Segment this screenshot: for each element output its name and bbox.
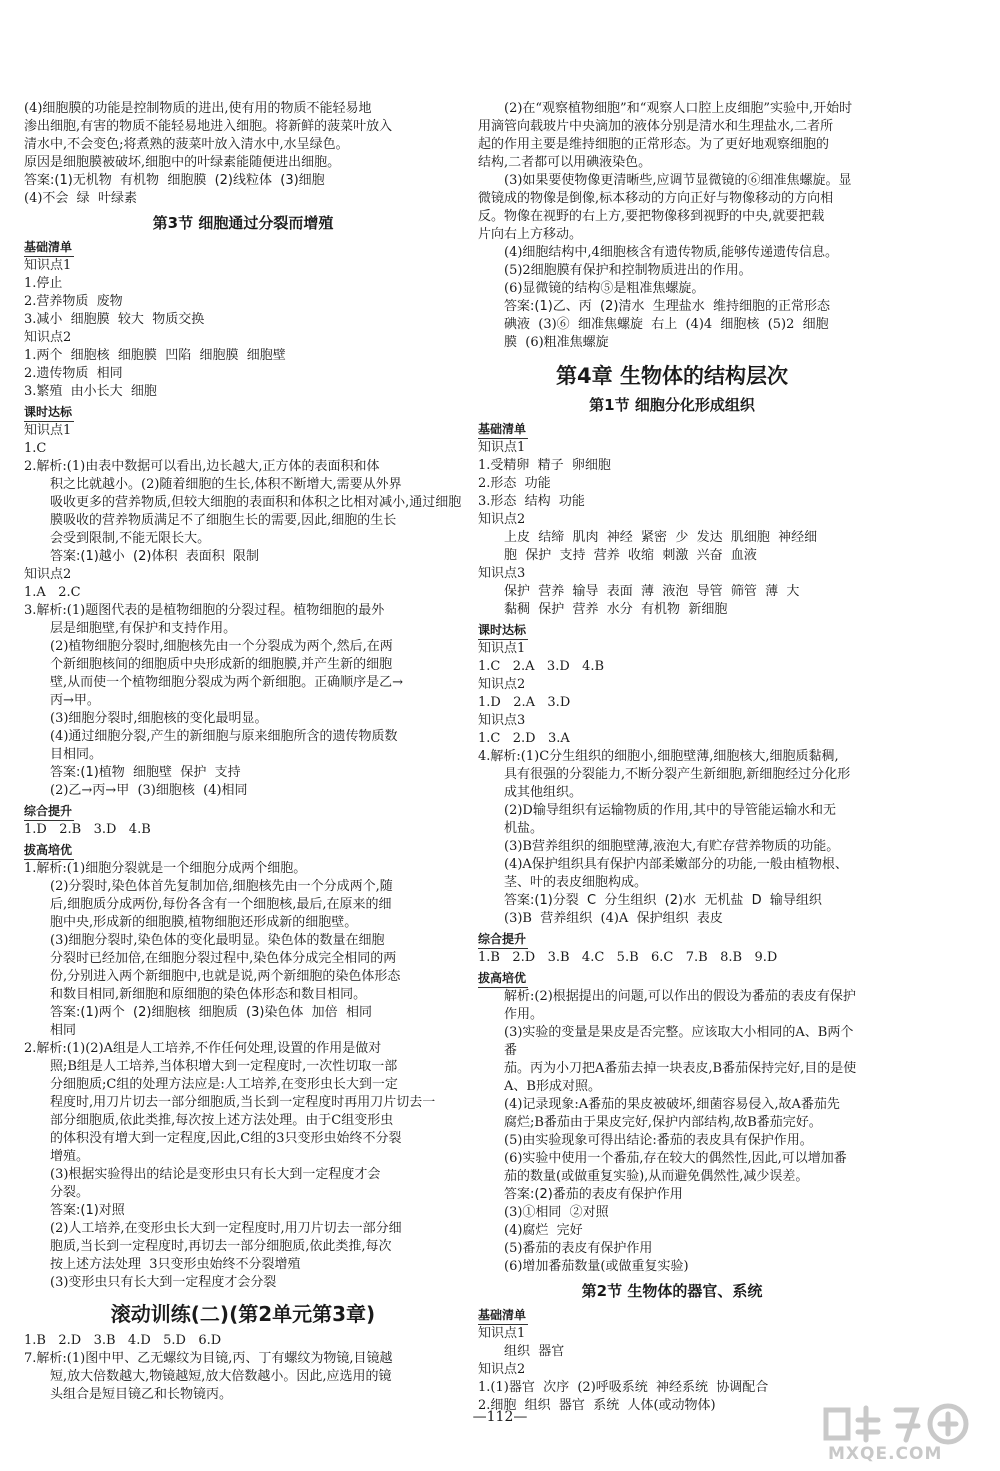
text-line: 1.D 2.B 3.D 4.B <box>24 822 151 837</box>
text-line: 1.C 2.A 3.D 4.B <box>478 659 605 674</box>
text-line: 保护 营养 输导 表面 薄 液泡 导管 筛管 薄 大 <box>504 584 800 599</box>
text-line: 上皮 结缔 肌肉 神经 紧密 少 发达 肌细胞 神经细 <box>504 530 818 545</box>
text-line: 茄的数量(或做重复实验),从而避免偶然性,减少误差。 <box>504 1169 809 1184</box>
text-line: 起的作用主要是维持细胞的正常形态。为了更好地观察细胞的 <box>478 137 830 152</box>
text-line: 1.(1)器官 次序 (2)呼吸系统 神经系统 协调配合 <box>478 1380 769 1395</box>
text-line: (2)乙→丙→甲 (3)细胞核 (4)相同 <box>50 783 248 798</box>
block-label-row <box>478 1304 866 1325</box>
block-label: 综合提升 <box>24 802 74 821</box>
block-label-row <box>478 418 866 439</box>
text-line: (2)D输导组织有运输物质的作用,其中的导管能运输水和无 <box>504 803 836 818</box>
block-label: 课时达标 <box>24 403 74 422</box>
text-line: 1.B 2.D 3.B 4.C 5.B 6.C 7.B 8.B 9.D <box>478 950 778 965</box>
text-line: 1.D 2.A 3.D <box>478 695 571 710</box>
text-line: 3.繁殖 由小长大 细胞 <box>24 384 157 399</box>
text-line: 3.形态 结构 功能 <box>478 494 585 509</box>
text-line: 积之比就越小。(2)随着细胞的生长,体积不断增大,需要从外界 <box>50 477 402 492</box>
text-line: 层是细胞壁,有保护和支持作用。 <box>50 621 237 636</box>
text-line: 1.A 2.C <box>24 585 81 600</box>
text-line: 成其他组织。 <box>504 785 583 800</box>
text-line: (3)细胞分裂时,细胞核的变化最明显。 <box>50 711 268 726</box>
text-line: (3)变形虫只有长大到一定程度才会分裂 <box>50 1275 277 1290</box>
text-line: 腐烂;B番茄由于果皮完好,保护内部结构,故B番茄完好。 <box>504 1115 822 1130</box>
block-label: 综合提升 <box>478 930 528 949</box>
text-line: 知识点1 <box>478 1326 526 1341</box>
text-line: 知识点2 <box>478 512 526 527</box>
text-line: 2.细胞 组织 器官 系统 人体(或动物体) <box>478 1398 716 1413</box>
text-line: (4)细胞膜的功能是控制物质的进出,使有用的物质不能轻易地 <box>24 101 372 116</box>
text-line: (6)显微镜的结构⑤是粗准焦螺旋。 <box>504 281 705 296</box>
text-line: 清水中,不会变色;将煮熟的菠菜叶放入清水中,水呈绿色。 <box>24 137 349 152</box>
text-line: (4)A保护组织具有保护内部柔嫩部分的功能,一般由植物根、 <box>504 857 848 872</box>
text-line: 1.两个 细胞核 细胞膜 凹陷 细胞膜 细胞壁 <box>24 348 286 363</box>
text-line: (4)通过细胞分裂,产生的新细胞与原来细胞所含的遗传物质数 <box>50 729 398 744</box>
block-label-row <box>478 928 866 949</box>
text-line: (5)番茄的表皮有保护作用 <box>504 1241 653 1256</box>
text-line: 分裂时已经加倍,在细胞分裂过程中,染色体分成完全相同的两 <box>50 951 397 966</box>
text-line: 短,放大倍数越大,物镜越短,放大倍数越小。因此,应选用的镜 <box>50 1369 392 1384</box>
answer-line: 答案:(1)两个 (2)细胞核 细胞质 (3)染色体 加倍 相同 <box>50 1005 372 1020</box>
text-line: 用滴管向载玻片中央滴加的液体分别是清水和生理盐水,二者所 <box>478 119 834 134</box>
text-line: 丙→甲。 <box>50 693 100 708</box>
text-line: 照;B组是人工培养,当体积增大到一定程度时,一次性切取一部 <box>50 1059 398 1074</box>
text-line: (4)不会 绿 叶绿素 <box>24 191 137 206</box>
text-line: 分细胞质;C组的处理方法应是:人工培养,在变形虫长大到一定 <box>50 1077 398 1092</box>
text-line: 片向右上方移动。 <box>478 227 583 242</box>
text-line: 结构,二者都可以用碘液染色。 <box>478 155 652 170</box>
answer-line: 答案:(1)分裂 C 分生组织 (2)水 无机盐 D 输导组织 <box>504 893 822 908</box>
text-line: (3)①相同 ②对照 <box>504 1205 609 1220</box>
chapter-title: 第4章 生物体的结构层次 <box>556 364 788 388</box>
answer-line: 答案:(1)植物 细胞壁 保护 支持 <box>50 765 241 780</box>
text-line: (2)在“观察植物细胞”和“观察人口腔上皮细胞”实验中,开始时 <box>504 101 853 116</box>
text-line: 渗出细胞,有害的物质不能轻易地进入细胞。将新鲜的菠菜叶放入 <box>24 119 393 134</box>
text-line: (4)细胞结构中,4细胞核含有遗传物质,能够传递遗传信息。 <box>504 245 838 260</box>
answer-line: 答案:(1)越小 (2)体积 表面积 限制 <box>50 549 260 564</box>
text-line: 黏稠 保护 营养 水分 有机物 新细胞 <box>504 602 728 617</box>
text-line: 按上述方法处理 3只变形虫始终不分裂增殖 <box>50 1257 301 1272</box>
section-title: 第3节 细胞通过分裂而增殖 <box>152 214 334 232</box>
text-line: 4.解析:(1)C分生组织的细胞小,细胞壁薄,细胞核大,细胞质黏稠, <box>478 749 839 764</box>
answer-line: 答案:(1)对照 <box>50 1203 125 1218</box>
text-line: 头组合是短目镜乙和长物镜丙。 <box>50 1387 233 1402</box>
text-line: (2)人工培养,在变形虫长大到一定程度时,用刀片切去一部分细 <box>50 1221 402 1236</box>
text-line: 个新细胞核间的细胞质中央形成新的细胞膜,并产生新的细胞 <box>50 657 393 672</box>
text-line: 2.遗传物质 相同 <box>24 366 123 381</box>
text-line: (6)实验中使用一个番茄,存在较大的偶然性,因此,可以增加番 <box>504 1151 847 1166</box>
block-label: 基础清单 <box>478 420 528 439</box>
text-line: 份,分别进入两个新细胞中,也就是说,两个新细胞的染色体形态 <box>50 969 401 984</box>
answer-line: 答案:(2)番茄的表皮有保护作用 <box>504 1187 683 1202</box>
text-line: 1.解析:(1)细胞分裂就是一个细胞分成两个细胞。 <box>24 861 307 876</box>
text-line: (3)如果要使物像更清晰些,应调节显微镜的⑥细准焦螺旋。显 <box>504 173 852 188</box>
text-line: 2.形态 功能 <box>478 476 551 491</box>
text-line: 分裂。 <box>50 1185 90 1200</box>
text-line: 部分细胞质,依此类推,每次按上述方法处理。由于C组变形虫 <box>50 1113 394 1128</box>
section-title: 第2节 生物体的器官、系统 <box>581 1282 763 1300</box>
block-label: 拔高培优 <box>478 969 528 988</box>
block-label: 基础清单 <box>478 1306 528 1325</box>
text-line: 微镜成的物像是倒像,标本移动的方向正好与物像移动的方向相 <box>478 191 834 206</box>
block-label-row <box>24 401 462 422</box>
block-label-row <box>24 236 462 257</box>
text-line: 知识点2 <box>24 567 72 582</box>
block-label-row <box>478 967 866 988</box>
text-line: (4)腐烂 完好 <box>504 1223 583 1238</box>
answer-line: 答案:(1)无机物 有机物 细胞膜 (2)线粒体 (3)细胞 <box>24 173 325 188</box>
block-label: 拔高培优 <box>24 841 74 860</box>
text-line: A、B形成对照。 <box>504 1079 601 1094</box>
text-line: 7.解析:(1)图中甲、乙无螺纹为目镜,丙、丁有螺纹为物镜,目镜越 <box>24 1351 393 1366</box>
text-line: 知识点1 <box>24 258 72 273</box>
text-line: 知识点3 <box>478 566 526 581</box>
text-line: 2.营养物质 废物 <box>24 294 123 309</box>
text-line: 组织 器官 <box>504 1344 565 1359</box>
text-line: (5)由实验现象可得出结论:番茄的表皮具有保护作用。 <box>504 1133 813 1148</box>
text-line: 和数目相同,新细胞和原细胞的染色体形态和数目相同。 <box>50 987 367 1002</box>
rolling-training-title: 滚动训练(二)(第2单元第3章) <box>110 1302 376 1326</box>
text-line: 3.减小 细胞膜 较大 物质交换 <box>24 312 205 327</box>
text-line: (2)分裂时,染色体首先复制加倍,细胞核先由一个分成两个,随 <box>50 879 393 894</box>
text-line: 1.B 2.D 3.B 4.D 5.D 6.D <box>24 1333 222 1348</box>
text-line: 程度时,用刀片切去一部分细胞质,当长到一定程度时再用刀片切去一 <box>50 1095 436 1110</box>
block-label: 基础清单 <box>24 238 74 257</box>
text-line: 膜 (6)粗准焦螺旋 <box>504 335 609 350</box>
text-line: 吸收更多的营养物质,但较大细胞的表面积和体积之比相对减小,通过细胞 <box>50 495 462 510</box>
text-line: 茎、叶的表皮细胞构成。 <box>504 875 648 890</box>
text-line: 作用。 <box>504 1007 544 1022</box>
block-label-row <box>24 839 462 860</box>
text-line: 3.解析:(1)题图代表的是植物细胞的分裂过程。植物细胞的最外 <box>24 603 385 618</box>
text-line: (3)B 营养组织 (4)A 保护组织 表皮 <box>504 911 723 926</box>
text-line: 2.解析:(1)(2)A组是人工培养,不作任何处理,设置的作用是做对 <box>24 1041 382 1056</box>
text-line: 知识点1 <box>478 440 526 455</box>
text-line: 胞质,当长到一定程度时,再切去一部分细胞质,依此类推,每次 <box>50 1239 392 1254</box>
text-line: 1.受精卵 精子 卵细胞 <box>478 458 611 473</box>
text-line: 会受到限制,不能无限长大。 <box>50 531 211 546</box>
page-number: —112— <box>472 1409 528 1425</box>
block-label: 课时达标 <box>478 621 528 640</box>
text-line: 目相同。 <box>50 747 103 762</box>
text-line: 具有很强的分裂能力,不断分裂产生新细胞,新细胞经过分化形 <box>504 767 851 782</box>
text-line: 胞中央,形成新的细胞膜,植物细胞还形成新的细胞壁。 <box>50 915 358 930</box>
text-line: 1.C 2.D 3.A <box>478 731 570 746</box>
text-line: (3)细胞分裂时,染色体的变化最明显。染色体的数量在细胞 <box>50 933 385 948</box>
block-label-row <box>24 800 462 821</box>
text-line: 胞 保护 支持 营养 收缩 刺激 兴奋 血液 <box>504 548 757 563</box>
text-line: (2)植物细胞分裂时,细胞核先由一个分裂成为两个,然后,在两 <box>50 639 393 654</box>
text-line: 知识点1 <box>24 423 72 438</box>
block-label-row <box>478 619 866 640</box>
text-line: 1.停止 <box>24 276 63 291</box>
text-line: 反。物像在视野的右上方,要把物像移到视野的中央,就要把载 <box>478 209 825 224</box>
text-line: 知识点2 <box>478 1362 526 1377</box>
text-line: 的体积没有增大到一定程度,因此,C组的3只变形虫始终不分裂 <box>50 1131 402 1146</box>
right-column <box>478 100 866 1413</box>
text-line: (6)增加番茄数量(或做重复实验) <box>504 1259 689 1274</box>
text-line: 碘液 (3)⑥ 细准焦螺旋 右上 (4)4 细胞核 (5)2 细胞 <box>504 317 829 332</box>
left-column <box>24 100 462 1402</box>
text-line: 知识点1 <box>478 641 526 656</box>
text-line: 膜吸收的营养物质满足不了细胞生长的需要,因此,细胞的生长 <box>50 513 397 528</box>
text-line: 解析:(2)根据提出的问题,可以作出的假设为番茄的表皮有保护 <box>504 989 856 1004</box>
watermark-text: MXQE.COM <box>828 1444 943 1464</box>
answer-line: 答案:(1)乙、丙 (2)清水 生理盐水 维持细胞的正常形态 <box>504 299 831 314</box>
text-line: 壁,从而使一个植物细胞分裂成为两个新细胞。正确顺序是乙→ <box>50 675 404 690</box>
text-line: (4)记录现象:A番茄的果皮被破坏,细菌容易侵入,故A番茄先 <box>504 1097 840 1112</box>
text-line: (5)2细胞膜有保护和控制物质进出的作用。 <box>504 263 752 278</box>
text-line: 后,细胞质分成两份,每份各含有一个细胞核,最后,在原来的细 <box>50 897 392 912</box>
text-line: 1.C <box>24 441 47 456</box>
text-line: 知识点2 <box>478 677 526 692</box>
text-line: 增殖。 <box>50 1149 90 1164</box>
text-line: (3)根据实验得出的结论是变形虫只有长大到一定程度才会 <box>50 1167 381 1182</box>
section-title: 第1节 细胞分化形成组织 <box>589 396 755 414</box>
text-line: 相同 <box>50 1023 77 1038</box>
text-line: 知识点2 <box>24 330 72 345</box>
text-line: 2.解析:(1)由表中数据可以看出,边长越大,正方体的表面积和体 <box>24 459 380 474</box>
text-line: 知识点3 <box>478 713 526 728</box>
text-line: (3)实验的变量是果皮是否完整。应该取大小相同的A、B两个番 <box>504 1025 854 1058</box>
text-line: 茄。丙为小刀把A番茄去掉一块表皮,B番茄保持完好,目的是使 <box>504 1061 857 1076</box>
text-line: 原因是细胞膜被破坏,细胞中的叶绿素能随便进出细胞。 <box>24 155 341 170</box>
text-line: (3)B营养组织的细胞壁薄,液泡大,有贮存营养物质的功能。 <box>504 839 840 854</box>
text-line: 机盐。 <box>504 821 544 836</box>
